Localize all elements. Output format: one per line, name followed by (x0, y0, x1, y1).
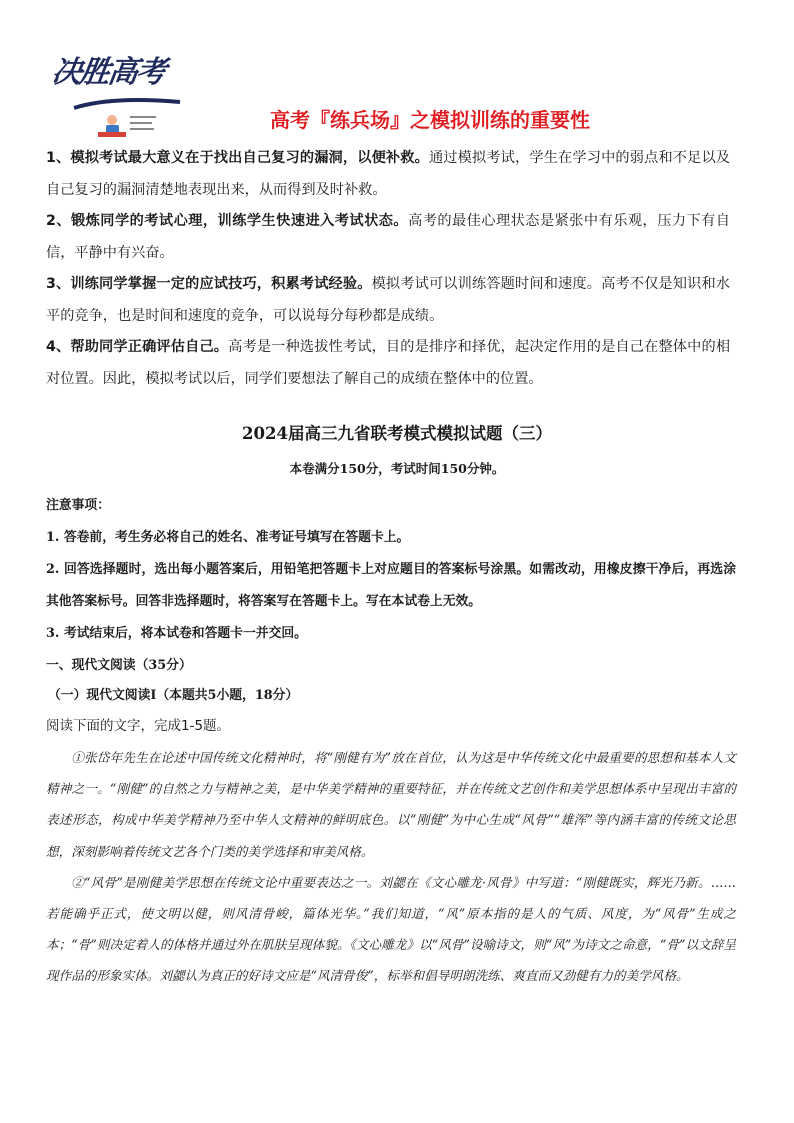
intro-item (46, 143, 730, 206)
banner-title-text: 高考『练兵场』之模拟训练的重要性 (270, 108, 590, 132)
intro-item (46, 332, 730, 395)
intro-lead: 1、模拟考试最大意义在于找出自己复习的漏洞，以便补救。 (46, 150, 429, 166)
notes-section (46, 490, 736, 650)
passage-paragraph: ①张岱年先生在论述中国传统文化精神时，将“刚健有为”放在首位，认为这是中华传统文化中最重要的思想和基本人文精神之一。“刚健”的自然之力与精神之美，是中华美学精神的重要特征，并在传统文艺创作和美学思想体系中呈现出丰富的表述形态，构成中华美学精神乃至中华人文精神的鲜明底色。以“刚健”为中心生成“风骨”“雄浑”等内涵丰富的传统文论思想，深刻影响着传统文艺各个门类的美学选择和审美风格。 (46, 750, 736, 859)
notes-heading: 注意事项： (46, 498, 110, 513)
intro-lead: 3、训练同学掌握一定的应试技巧，积累考试经验。 (46, 276, 372, 292)
section-heading: 一、现代文阅读（35分） (46, 658, 192, 673)
intro-body: 通过模拟考试，学生在学习中的弱点和不足以及自己复习的漏洞清楚地表现出来，从而得到及时补救。 (46, 150, 730, 198)
exam-subtitle: 本卷满分150分，考试时间150分钟。 (289, 461, 505, 476)
intro-body: 模拟考试可以训练答题时间和速度。高考不仅是知识和水平的竞争，也是时间和速度的竞争，可以说每分每秒都是成绩。 (46, 276, 730, 324)
intro-item (46, 206, 730, 269)
intro-item (46, 269, 730, 332)
intro-lead: 4、帮助同学正确评估自己。 (46, 339, 229, 355)
notes-item: 3. 考试结束后，将本试卷和答题卡一并交回。 (46, 626, 307, 641)
logo-text: 决胜高考 (49, 55, 167, 90)
passage-paragraph: ②“风骨”是刚健美学思想在传统文论中重要表达之一。刘勰在《文心雕龙·风骨》中写道：“刚健既实，辉光乃新。……若能确乎正式，使文明以健，则风清骨峻，篇体光华。”我们知道，“风”原本指的是人的气质、风度，为“风骨”生成之本；“骨”则决定着人的体格并通过外在肌肤呈现体貌。《文心雕龙》以“风骨”设喻诗文，则“风”为诗文之命意，“骨”以文辞呈现作品的形象实体。刘勰认为真正的好诗文应是“风清骨俊”，标举和倡导明朗洗练、爽直而又劲健有力的美学风格。 (46, 874, 736, 984)
banner-title (0, 104, 794, 133)
notes-item: 1. 答卷前，考生务必将自己的姓名、准考证号填写在答题卡上。 (46, 530, 410, 545)
exam-title: 2024届高三九省联考模式模拟试题（三） (242, 424, 552, 443)
intro-section (46, 143, 730, 395)
reading-passage (46, 742, 736, 992)
notes-item: 2. 回答选择题时，选出每小题答案后，用铅笔把答题卡上对应题目的答案标号涂黑。如需改动，用橡皮擦干净后，再选涂其他答案标号。回答非选择题时，将答案写在答题卡上。写在本试卷上无效。 (46, 562, 736, 609)
subsection-heading: （一）现代文阅读Ⅰ（本题共5小题，18分） (48, 688, 299, 703)
intro-body: 高考是一种选拔性考试，目的是排序和择优，起决定作用的是自己在整体中的相对位置。因此，模拟考试以后，同学们要想法了解自己的成绩在整体中的位置。 (46, 339, 731, 387)
intro-body: 高考的最佳心理状态是紧张中有乐观，压力下有自信，平静中有兴奋。 (46, 213, 730, 261)
instruction-text: 阅读下面的文字，完成1-5题。 (46, 718, 231, 734)
intro-lead: 2、锻炼同学的考试心理，训练学生快速进入考试状态。 (46, 213, 409, 229)
